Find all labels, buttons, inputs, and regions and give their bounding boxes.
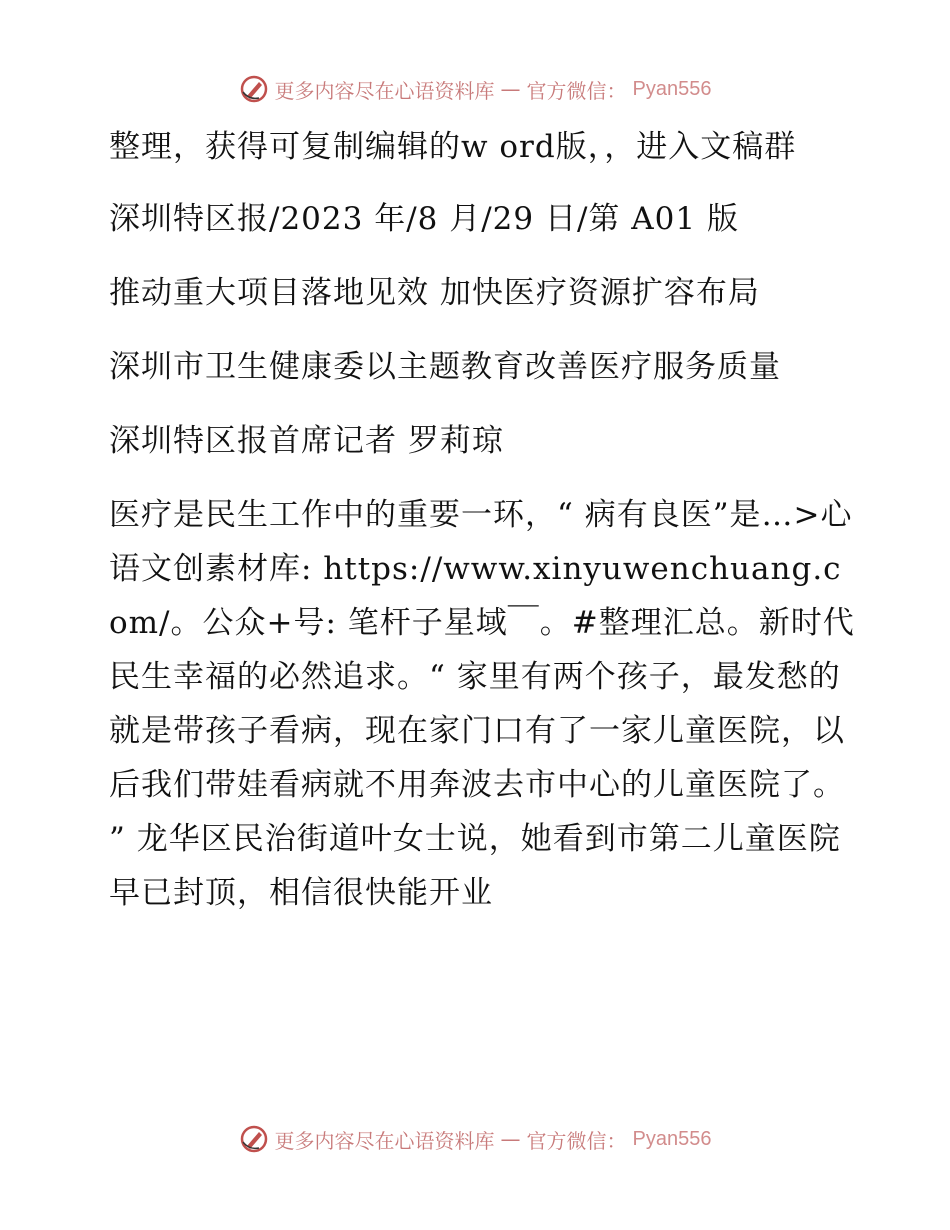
intro-paragraph: 整理，获得可复制编辑的w ord版，，进入文稿群	[109, 129, 797, 165]
body-paragraph: 医疗是民生工作中的重要一环，“ 病有良医”是…>心语文创素材库: https://www.xinyuwenchuang.com/。公众+号: 笔杆子星域￣。#整理汇总。新时代民生幸福的必然追求。“ 家里有两个孩子，最发愁的就是带孩子看病，现在家门口有了一家儿童医院，以后我们带娃看病就不用奔波去市中心的儿童医院了。 ” 龙华区民治街道叶女士说，她看到市第二儿童医院早已封顶，相信很快能开业	[109, 497, 855, 911]
subheadline: 深圳市卫生健康委以主题教育改善医疗服务质量	[109, 349, 781, 385]
watermark-separator: —	[500, 1127, 521, 1151]
watermark-text: 更多内容尽在心语资料库	[274, 1128, 495, 1153]
pen-logo-icon	[239, 1124, 269, 1154]
watermark-wechat-id: Pyan556	[632, 77, 712, 100]
document-body	[97, 120, 857, 920]
watermark-wechat-label: 官方微信：	[526, 1128, 627, 1153]
footer-watermark	[0, 1124, 950, 1154]
header-watermark	[0, 74, 950, 104]
watermark-separator: —	[500, 77, 521, 101]
headline: 推动重大项目落地见效 加快医疗资源扩容布局	[109, 275, 760, 311]
watermark-wechat-id: Pyan556	[632, 1127, 712, 1150]
watermark-wechat-label: 官方微信：	[526, 78, 627, 103]
pen-logo-icon	[239, 74, 269, 104]
source-line: 深圳特区报/2023 年/8 月/29 日/第 A01 版	[109, 201, 739, 237]
byline: 深圳特区报首席记者 罗莉琼	[109, 423, 504, 459]
watermark-text: 更多内容尽在心语资料库	[274, 78, 495, 103]
